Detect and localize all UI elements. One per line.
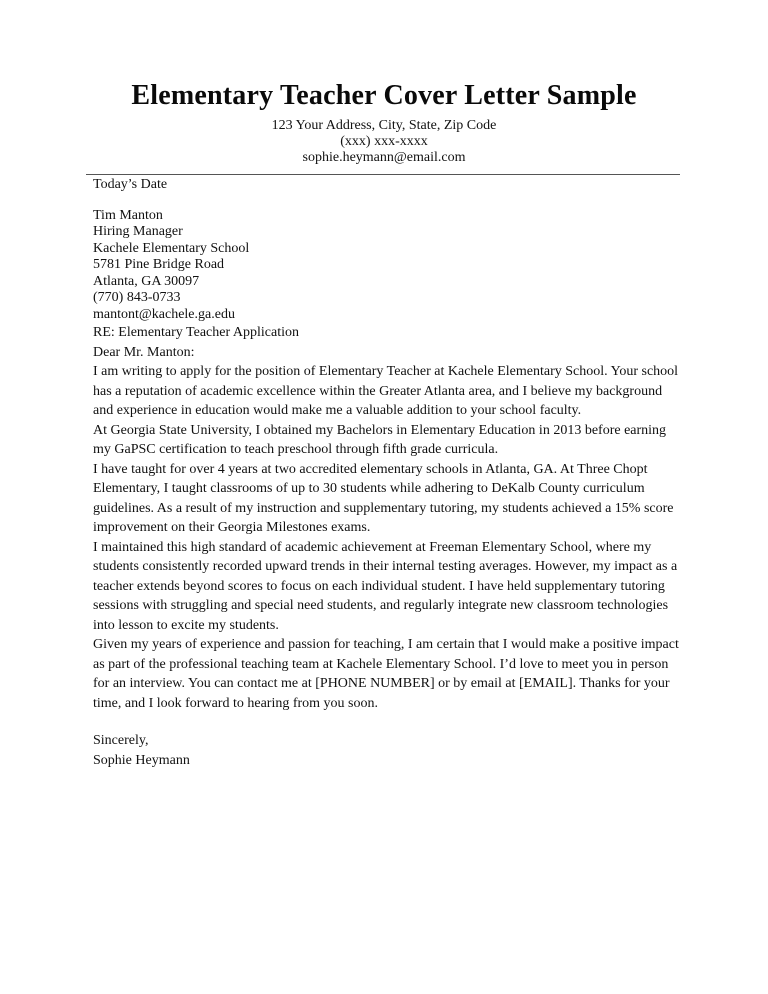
recipient-organization: Kachele Elementary School (93, 240, 250, 256)
signature-name: Sophie Heymann (93, 752, 190, 768)
letter-body (93, 175, 680, 770)
page-title: Elementary Teacher Cover Letter Sample (131, 80, 637, 111)
recipient-block (93, 208, 680, 324)
salutation: Dear Mr. Manton: (93, 344, 195, 360)
letterhead (0, 80, 768, 166)
subject-line: RE: Elementary Teacher Application (93, 325, 299, 340)
recipient-email: mantont@kachele.ga.edu (93, 306, 235, 322)
body-paragraph: At Georgia State University, I obtained my Bachelors in Elementary Education in 2013 before earning my GaPSC certification to teach preschool through fifth grade curricula. (93, 422, 667, 457)
recipient-street: 5781 Pine Bridge Road (93, 257, 225, 272)
body-paragraph: Given my years of experience and passion for teaching, I am certain that I would make a positive impact as part of the professional teaching team at Kachele Elementary School. I’d love to meet you in person for an interview. You can contact me at [PHONE NUMBER] or by email at [EMAIL]. Thanks for your time, and I look forward to hearing from you soon. (93, 637, 679, 711)
recipient-name: Tim Manton (93, 207, 163, 223)
closing-block (93, 731, 680, 770)
letterhead-email: sophie.heymann@email.com (302, 150, 466, 165)
body-paragraph: I am writing to apply for the position of Elementary Teacher at Kachele Elementary School. Your school has a reputation of academic excellence within the Greater Atlanta area, and I believe my background and experience in education would make me a valuable addition to your school faculty. (93, 364, 679, 418)
recipient-role: Hiring Manager (93, 224, 183, 239)
letter-date: Today’s Date (93, 177, 168, 192)
letterhead-address: 123 Your Address, City, State, Zip Code (271, 118, 497, 133)
recipient-city-state-zip: Atlanta, GA 30097 (93, 273, 200, 289)
letterhead-phone: (xxx) xxx-xxxx (340, 134, 428, 149)
body-paragraph: I have taught for over 4 years at two accredited elementary schools in Atlanta, GA. At Three Chopt Elementary, I taught classrooms of up to 30 students while adhering to DeKalb County curriculum guidelines. As a result of my instruction and supplementary tutoring, my students achieved a 15% score improvement on their Georgia Milestones exams. (93, 461, 674, 535)
recipient-phone: (770) 843-0733 (93, 290, 181, 305)
closing: Sincerely, (93, 733, 149, 748)
body-paragraph: I maintained this high standard of academic achievement at Freeman Elementary School, where my students consistently recorded upward trends in their internal testing averages. However, my impact as a teacher extends beyond scores to focus on each individual student. I have held supplementary tutoring sessions with struggling and special need students, and regularly integrate new classroom technologies into lesson to excite my students. (93, 539, 678, 633)
